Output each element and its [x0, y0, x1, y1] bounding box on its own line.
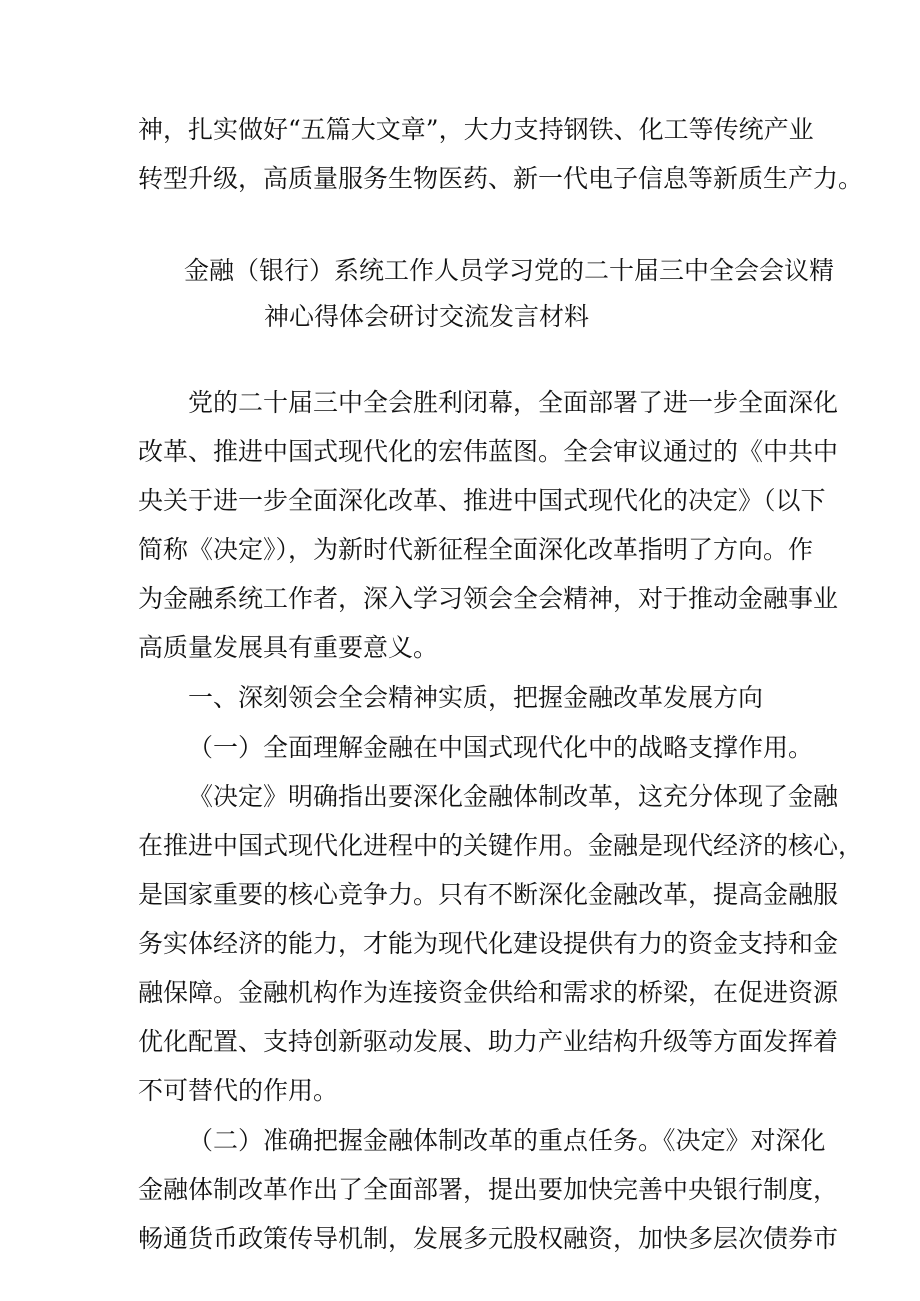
sub1-line-7: 不可替代的作用。: [138, 1076, 339, 1105]
sub1-line-5: 融保障。金融机构作为连接资金供给和需求的桥梁，在促进资源: [138, 978, 839, 1007]
intro-line-2: 改革、推进中国式现代化的宏伟蓝图。全会审议通过的《中共中: [138, 437, 839, 466]
document-title-line-1: 金融（银行）系统工作人员学习党的二十届三中全会会议精: [184, 256, 835, 285]
intro-line-1: 党的二十届三中全会胜利闭幕，全面部署了进一步全面深化: [188, 388, 839, 417]
sub2-line-2: 金融体制改革作出了全面部署，提出要加快完善中央银行制度，: [138, 1175, 839, 1204]
intro-line-5: 为金融系统工作者，深入学习领会全会精神，对于推动金融事业: [138, 584, 839, 613]
sub1-line-3: 是国家重要的核心竞争力。只有不断深化金融改革，提高金融服: [138, 880, 839, 909]
sub1-line-4: 务实体经济的能力，才能为现代化建设提供有力的资金支持和金: [138, 929, 839, 958]
sub2-line-1: （二）准确把握金融体制改革的重点任务。《决定》对深化: [188, 1126, 826, 1155]
intro-line-6: 高质量发展具有重要意义。: [138, 633, 439, 662]
intro-line-4: 简称《决定》），为新时代新征程全面深化改革指明了方向。作: [138, 535, 814, 564]
continuation-line-2: 转型升级，高质量服务生物医药、新一代电子信息等新质生产力。: [138, 164, 864, 193]
sub1-line-1: 《决定》明确指出要深化金融体制改革，这充分体现了金融: [188, 782, 839, 811]
intro-line-3: 央关于进一步全面深化改革、推进中国式现代化的决定》（以下: [138, 486, 826, 515]
sub2-line-3: 畅通货币政策传导机制，发展多元股权融资，加快多层次债券市: [138, 1224, 839, 1253]
subsection-heading-1: （一）全面理解金融在中国式现代化中的战略支撑作用。: [188, 733, 814, 762]
document-title-line-2: 神心得体会研讨交流发言材料: [264, 302, 590, 331]
sub1-line-2: 在推进中国式现代化进程中的关键作用。金融是现代经济的核心，: [138, 831, 864, 860]
sub1-line-6: 优化配置、支持创新驱动发展、助力产业结构升级等方面发挥着: [138, 1027, 839, 1056]
section-heading-1: 一、深刻领会全会精神实质，把握金融改革发展方向: [188, 683, 764, 712]
continuation-line-1: 神，扎实做好“五篇大文章”，大力支持钢铁、化工等传统产业: [138, 115, 814, 144]
